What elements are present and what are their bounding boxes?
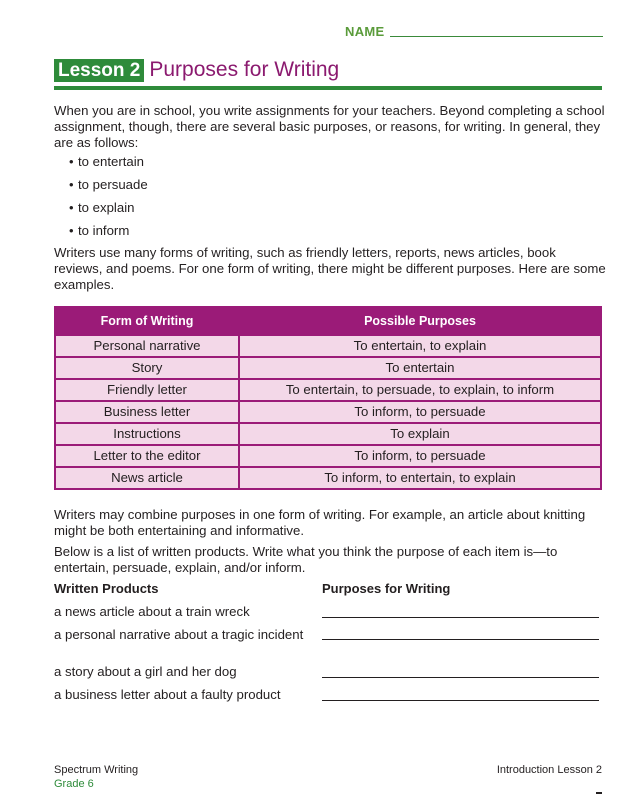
written-products-heading: Written Products <box>54 581 159 596</box>
name-line[interactable] <box>390 36 603 37</box>
title-rule <box>54 86 602 90</box>
table-row <box>55 335 601 357</box>
table-row <box>55 445 601 467</box>
page-mark <box>596 792 602 794</box>
form-cell: Friendly letter <box>55 379 239 401</box>
form-cell: Personal narrative <box>55 335 239 357</box>
list-item: • to inform <box>69 223 130 238</box>
product-item: a story about a girl and her dog <box>54 664 237 679</box>
answer-line[interactable] <box>322 617 599 618</box>
purpose-cell: To entertain <box>239 357 601 379</box>
answer-line[interactable] <box>322 677 599 678</box>
form-cell: Instructions <box>55 423 239 445</box>
table-row <box>55 379 601 401</box>
purpose-cell: To inform, to persuade <box>239 401 601 423</box>
column-header-purposes: Possible Purposes <box>239 307 601 335</box>
purpose-cell: To inform, to persuade <box>239 445 601 467</box>
table-row <box>55 401 601 423</box>
lesson-heading <box>54 57 604 83</box>
below-paragraph: Below is a list of written products. Write what you think the purpose of each item is—to entertain, persuade, explain, and/or inform. <box>54 544 558 575</box>
lesson-number: Lesson 2 <box>54 59 144 82</box>
form-cell: News article <box>55 467 239 489</box>
purposes-table <box>54 306 602 490</box>
forms-paragraph: Writers use many forms of writing, such as friendly letters, reports, news articles, book reviews, and poems. For one form of writing, there might be different purposes. Here are some examples. <box>54 245 606 292</box>
purpose-cell: To inform, to entertain, to explain <box>239 467 601 489</box>
form-cell: Business letter <box>55 401 239 423</box>
footer-grade: Grade 6 <box>54 778 94 790</box>
answer-line[interactable] <box>322 700 599 701</box>
purposes-heading: Purposes for Writing <box>322 581 451 596</box>
purpose-cell: To entertain, to persuade, to explain, to inform <box>239 379 601 401</box>
answer-line[interactable] <box>322 639 599 640</box>
list-item: • to entertain <box>69 154 144 169</box>
product-item: a news article about a train wreck <box>54 604 250 619</box>
name-field <box>345 23 603 39</box>
form-cell: Story <box>55 357 239 379</box>
product-item: a personal narrative about a tragic incident <box>54 627 304 642</box>
table-row <box>55 357 601 379</box>
table-row <box>55 467 601 489</box>
form-cell: Letter to the editor <box>55 445 239 467</box>
name-label: NAME <box>345 24 385 39</box>
table-row <box>55 423 601 445</box>
purpose-cell: To explain <box>239 423 601 445</box>
purpose-list <box>54 153 148 245</box>
footer-section: Introduction Lesson 2 <box>496 764 602 776</box>
table-header-row <box>55 307 601 335</box>
list-item: • to explain <box>69 200 135 215</box>
column-header-form: Form of Writing <box>55 307 239 335</box>
purpose-cell: To entertain, to explain <box>239 335 601 357</box>
product-item: a business letter about a faulty product <box>54 687 281 702</box>
list-item: • to persuade <box>69 177 148 192</box>
combine-paragraph: Writers may combine purposes in one form of writing. For example, an article about knitting might be both entertaining and informative. <box>54 507 586 538</box>
intro-paragraph: When you are in school, you write assignments for your teachers. Beyond completing a school assignment, though, there are several basic purposes, or reasons, for writing. In general, they are as follows: <box>54 103 605 150</box>
footer-book: Spectrum Writing <box>54 764 139 776</box>
lesson-title: Purposes for Writing <box>149 58 340 81</box>
